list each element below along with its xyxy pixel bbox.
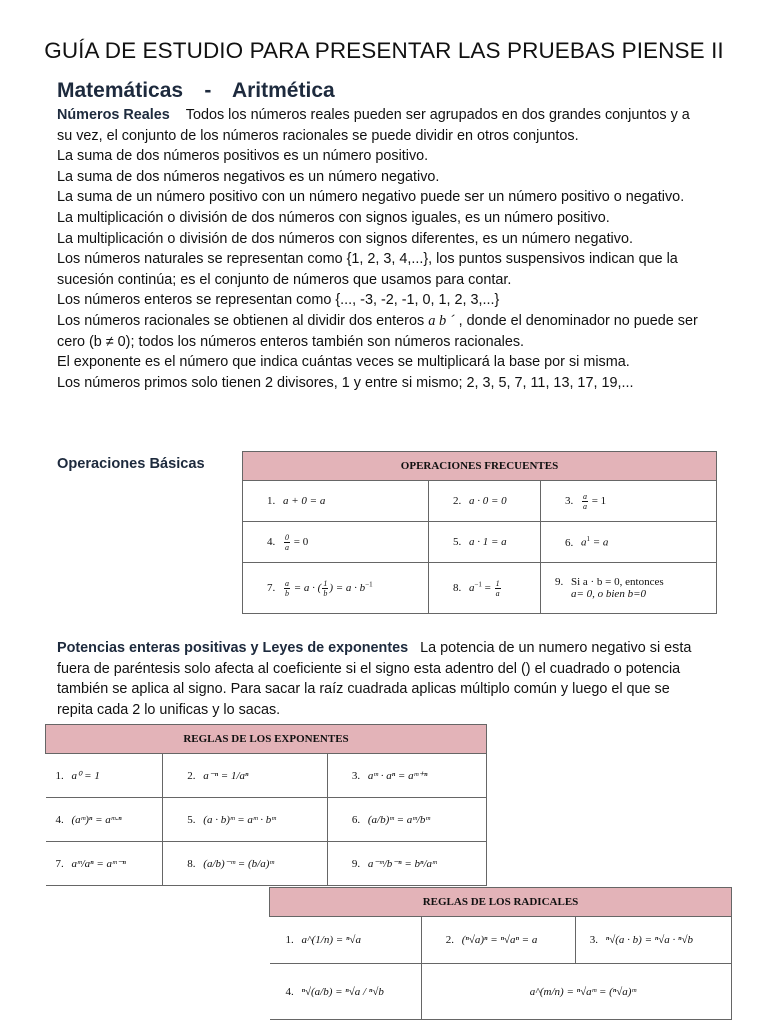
rational-text-a: Los números racionales se obtienen al dividir dos enteros: [57, 312, 425, 329]
potencias-paragraph: [57, 638, 707, 720]
table-title: REGLAS DE LOS EXPONENTES: [46, 725, 487, 754]
table-cell: 1. a⁰ = 1: [46, 754, 163, 798]
operaciones-basicas-heading: Operaciones Básicas: [57, 456, 205, 472]
numeros-reales-subhead: Números Reales: [57, 107, 170, 123]
table-cell: 7. aᵐ/aⁿ = aᵐ⁻ⁿ: [46, 842, 163, 886]
table-cell: 3. aᵐ · aⁿ = aᵐ⁺ⁿ: [327, 754, 486, 798]
reglas-radicales-table: [269, 887, 732, 1020]
table-cell: 9. Si a · b = 0, entonces a= 0, o bien b=0: [540, 563, 716, 614]
intro-lead-paragraph: [57, 105, 707, 146]
table-cell: 8. (a/b)⁻ᵐ = (b/a)ᵐ: [163, 842, 328, 886]
potencias-text: [57, 638, 707, 720]
table-cell: 5. a · 1 = a: [428, 522, 540, 563]
table-cell: 8. $a^{-1}$ = $\frac{1}{a}$: [428, 563, 540, 614]
table-cell: 6. (a/b)ᵐ = aᵐ/bᵐ: [327, 798, 486, 842]
intro-line: La suma de un número positivo con un número negativo puede ser un número positivo o negativo.: [57, 189, 685, 206]
intro-line: La suma de dos números positivos es un número positivo.: [57, 148, 429, 165]
table-cell: 1. a^(1/n) = ⁿ√a: [270, 917, 422, 964]
table-cell: 3. $\frac{a}{a}$ = 1: [540, 481, 716, 522]
intro-line: Los números enteros se representan como {..., -3, -2, -1, 0, 1, 2, 3,...}: [57, 292, 500, 309]
intro-line: La suma de dos números negativos es un número negativo.: [57, 168, 440, 185]
table-cell: 4. $\frac{0}{a}$ = 0: [243, 522, 429, 563]
reglas-exponentes-table: [45, 724, 487, 886]
table-cell: 6. $a^1 = a$: [540, 522, 716, 563]
table-cell: 9. a⁻ᵐ/b⁻ⁿ = bⁿ/aᵐ: [327, 842, 486, 886]
table-cell: 3. ⁿ√(a · b) = ⁿ√a · ⁿ√b: [575, 917, 731, 964]
intro-text: [57, 105, 707, 393]
intro-line: La multiplicación o división de dos números con signos diferentes, es un número negativo.: [57, 230, 633, 247]
operaciones-frecuentes-table: [242, 451, 717, 614]
table-cell: 4. (aᵐ)ⁿ = aᵐ·ⁿ: [46, 798, 163, 842]
intro-line: El exponente es el número que indica cuántas veces se multiplicará la base por si misma.: [57, 354, 630, 371]
table-cell: 2. (ⁿ√a)ⁿ = ⁿ√aⁿ = a: [421, 917, 575, 964]
rational-paragraph: [57, 311, 707, 352]
heading-subject: Matemáticas: [57, 79, 184, 102]
intro-lead: Todos los números reales pueden ser agrupados en dos grandes conjuntos y a su vez, el conjunto de los números racionales se puede dividir en otros conjuntos.: [57, 107, 690, 144]
intro-line: Los números naturales se representan como {1, 2, 3, 4,...}, los puntos suspensivos indican que la sucesión continúa; es el conjunto de números que usamos para contar.: [57, 251, 678, 288]
potencias-subhead: Potencias enteras positivas y Leyes de exponentes: [57, 640, 409, 656]
table-title: REGLAS DE LOS RADICALES: [270, 888, 732, 917]
document-title: GUÍA DE ESTUDIO PARA PRESENTAR LAS PRUEBAS PIENSE II: [44, 38, 724, 63]
heading-topic: Aritmética: [231, 79, 335, 102]
table-cell: 4. ⁿ√(a/b) = ⁿ√a / ⁿ√b: [270, 964, 422, 1020]
intro-line: La multiplicación o división de dos números con signos iguales, es un número positivo.: [57, 209, 610, 226]
rational-text-b: , donde el denominador no puede ser cero (b ≠ 0); todos los números enteros también son números racionales.: [57, 312, 698, 350]
section-heading: [57, 79, 335, 103]
table-cell: 5. (a · b)ᵐ = aᵐ · bᵐ: [163, 798, 328, 842]
table-cell: 1. a + 0 = a: [243, 481, 429, 522]
table-cell: 7. $\frac{a}{b}$ = a · ( $\frac{1}{b}$ ) = $a \cdot b^{-1}$: [243, 563, 429, 614]
rational-expression: a b ´: [428, 312, 455, 329]
heading-separator: -: [204, 79, 212, 102]
table-title: OPERACIONES FRECUENTES: [243, 452, 717, 481]
table-cell: a^(m/n) = ⁿ√aᵐ = (ⁿ√a)ᵐ: [421, 964, 731, 1020]
intro-line: Los números primos solo tienen 2 divisores, 1 y entre si mismo; 2, 3, 5, 7, 11, 13, 17, 19,...: [57, 374, 634, 391]
potencias-body: La potencia de un numero negativo si esta fuera de paréntesis solo afecta al coeficiente si el signo esta adentro del () el cuadrado o potencia también se aplica al signo. Para sacar la raíz cuadrada aplicas múltiplo común y luego el que se repita cada 2 lo unificas y lo sacas.: [57, 640, 692, 718]
table-cell: 2. a · 0 = 0: [428, 481, 540, 522]
table-cell: 2. a⁻ⁿ = 1/aⁿ: [163, 754, 328, 798]
